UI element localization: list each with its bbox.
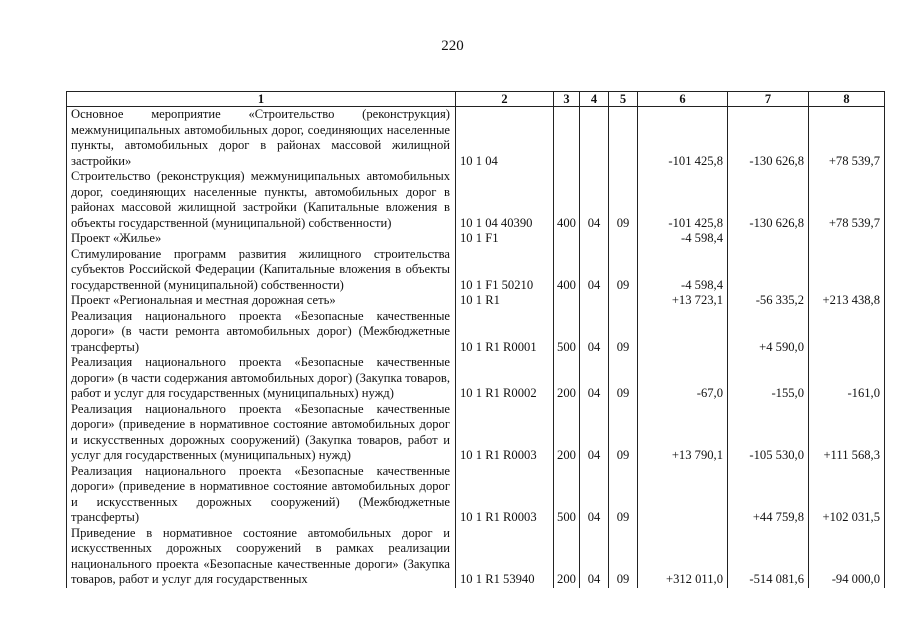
row-value-col6: -101 425,8 (638, 107, 728, 170)
row-value-col6 (638, 309, 728, 356)
row-subsection (609, 231, 638, 247)
row-code: 10 1 F1 50210 (456, 247, 554, 294)
row-value-col6: +312 011,0 (638, 526, 728, 588)
row-expense-type: 500 (554, 309, 580, 356)
row-section: 04 (580, 464, 609, 526)
row-section (580, 231, 609, 247)
table-row (67, 169, 885, 231)
table-row (67, 464, 885, 526)
table-header-row (67, 92, 885, 107)
row-code: 10 1 R1 R0002 (456, 355, 554, 402)
column-header: 7 (728, 92, 809, 107)
column-header: 4 (580, 92, 609, 107)
row-expense-type (554, 231, 580, 247)
row-description: Реализация национального проекта «Безопасные качественные дороги» (в части содержания автомобильных дорог) (Закупка товаров, работ и услуг для государственных (муниципальных) нужд) (67, 355, 456, 402)
column-header: 1 (67, 92, 456, 107)
row-section: 04 (580, 247, 609, 294)
budget-table (66, 91, 885, 588)
row-subsection: 09 (609, 402, 638, 464)
row-subsection: 09 (609, 247, 638, 294)
row-section: 04 (580, 526, 609, 588)
table-row (67, 107, 885, 170)
row-expense-type (554, 107, 580, 170)
row-description: Приведение в нормативное состояние автомобильных дорог и искусственных дорожных сооружений в рамках реализации национального проекта «Безопасные качественные дороги» (Закупка товаров, работ и услуг для государственных (67, 526, 456, 588)
row-expense-type: 400 (554, 247, 580, 294)
row-subsection (609, 107, 638, 170)
row-value-col8: +213 438,8 (809, 293, 885, 309)
column-header: 5 (609, 92, 638, 107)
row-value-col7: -105 530,0 (728, 402, 809, 464)
row-value-col8: +78 539,7 (809, 107, 885, 170)
row-description: Проект «Жилье» (67, 231, 456, 247)
row-section: 04 (580, 309, 609, 356)
row-description: Стимулирование программ развития жилищного строительства субъектов Российской Федерации (Капитальные вложения в объекты государственной (муниципальной) собственности) (67, 247, 456, 294)
row-expense-type: 400 (554, 169, 580, 231)
row-description: Проект «Региональная и местная дорожная сеть» (67, 293, 456, 309)
table-row (67, 231, 885, 247)
row-code: 10 1 R1 R0001 (456, 309, 554, 356)
row-value-col7: -130 626,8 (728, 107, 809, 170)
row-code: 10 1 04 40390 (456, 169, 554, 231)
page-number: 220 (441, 38, 464, 54)
row-value-col6: -101 425,8 (638, 169, 728, 231)
row-expense-type: 200 (554, 355, 580, 402)
row-subsection: 09 (609, 526, 638, 588)
row-description: Основное мероприятие «Строительство (реконструкция) межмуниципальных автомобильных дорог, соединяющих населенные пункты, автомобильных дорог в районах массовой жилищной застройки» (67, 107, 456, 170)
table-row (67, 402, 885, 464)
row-value-col8 (809, 309, 885, 356)
row-subsection: 09 (609, 169, 638, 231)
row-value-col6 (638, 464, 728, 526)
table-row (67, 526, 885, 588)
row-code: 10 1 04 (456, 107, 554, 170)
column-header: 6 (638, 92, 728, 107)
row-value-col8: -94 000,0 (809, 526, 885, 588)
row-description: Реализация национального проекта «Безопасные качественные дороги» (приведение в нормативное состояние автомобильных дорог и искусственных дорожных сооружений) (Закупка товаров, работ и услуг для государственных (муниципальных) нужд) (67, 402, 456, 464)
row-section: 04 (580, 402, 609, 464)
row-code: 10 1 R1 R0003 (456, 464, 554, 526)
row-value-col7 (728, 231, 809, 247)
column-header: 3 (554, 92, 580, 107)
column-header: 8 (809, 92, 885, 107)
row-value-col8: +111 568,3 (809, 402, 885, 464)
row-code: 10 1 R1 53940 (456, 526, 554, 588)
row-code: 10 1 R1 R0003 (456, 402, 554, 464)
row-subsection: 09 (609, 309, 638, 356)
row-code: 10 1 R1 (456, 293, 554, 309)
row-description: Строительство (реконструкция) межмуниципальных автомобильных дорог, соединяющих населенные пункты, автомобильных дорог в районах массовой жилищной застройки (Капитальные вложения в объекты государственной (муниципальной) собственности) (67, 169, 456, 231)
row-subsection: 09 (609, 355, 638, 402)
row-expense-type (554, 293, 580, 309)
row-value-col8: -161,0 (809, 355, 885, 402)
row-expense-type: 500 (554, 464, 580, 526)
table-row (67, 247, 885, 294)
row-description: Реализация национального проекта «Безопасные качественные дороги» (в части ремонта автомобильных дорог) (Межбюджетные трансферты) (67, 309, 456, 356)
row-section (580, 107, 609, 170)
row-value-col7 (728, 247, 809, 294)
table-row (67, 355, 885, 402)
row-value-col7: +44 759,8 (728, 464, 809, 526)
table-row (67, 309, 885, 356)
row-subsection (609, 293, 638, 309)
row-value-col6: -4 598,4 (638, 247, 728, 294)
column-header: 2 (456, 92, 554, 107)
row-value-col8: +102 031,5 (809, 464, 885, 526)
row-value-col6: -4 598,4 (638, 231, 728, 247)
row-section (580, 293, 609, 309)
row-value-col7: -514 081,6 (728, 526, 809, 588)
table-row (67, 293, 885, 309)
row-value-col7: -130 626,8 (728, 169, 809, 231)
row-value-col6: +13 723,1 (638, 293, 728, 309)
row-code: 10 1 F1 (456, 231, 554, 247)
row-value-col8 (809, 231, 885, 247)
row-description: Реализация национального проекта «Безопасные качественные дороги» (приведение в нормативное состояние автомобильных дорог и искусственных дорожных сооружений) (Межбюджетные трансферты) (67, 464, 456, 526)
row-expense-type: 200 (554, 526, 580, 588)
row-expense-type: 200 (554, 402, 580, 464)
row-value-col7: -56 335,2 (728, 293, 809, 309)
row-value-col6: -67,0 (638, 355, 728, 402)
row-value-col6: +13 790,1 (638, 402, 728, 464)
row-subsection: 09 (609, 464, 638, 526)
row-value-col7: -155,0 (728, 355, 809, 402)
row-value-col7: +4 590,0 (728, 309, 809, 356)
row-section: 04 (580, 355, 609, 402)
row-value-col8 (809, 247, 885, 294)
row-section: 04 (580, 169, 609, 231)
row-value-col8: +78 539,7 (809, 169, 885, 231)
